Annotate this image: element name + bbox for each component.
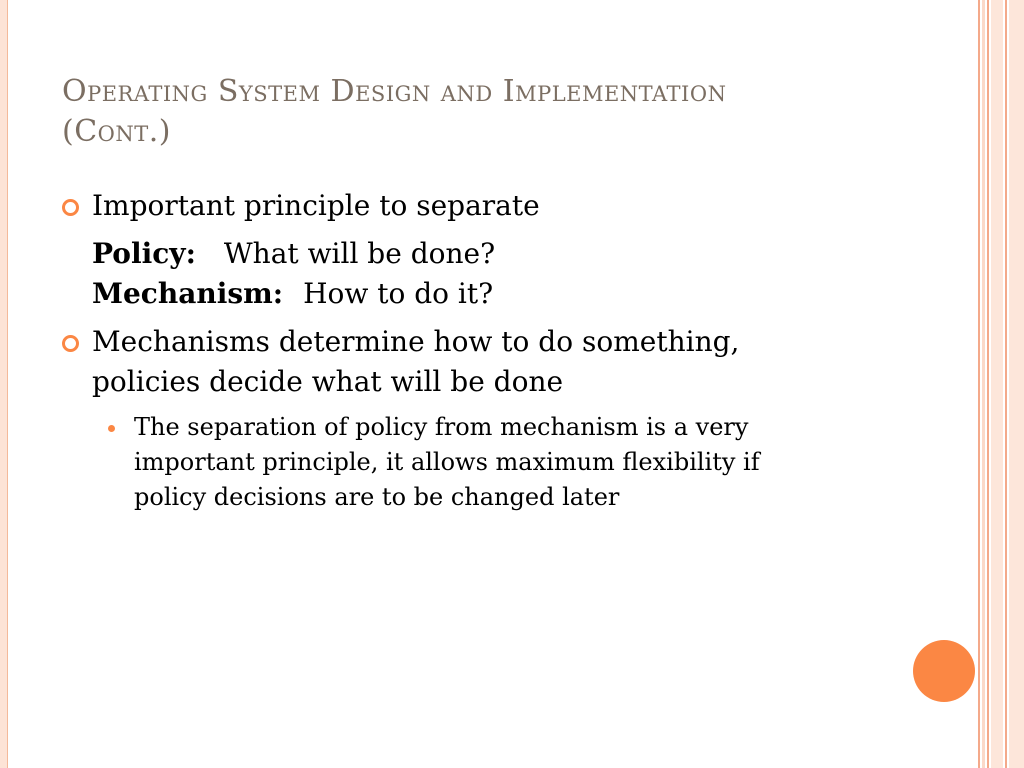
definition-policy [92, 234, 942, 274]
decorative-circle [913, 640, 975, 702]
bullet-text: Important principle to separate [92, 189, 540, 222]
slide-body [62, 186, 942, 515]
slide-title [62, 72, 942, 152]
definition-term: Mechanism: [92, 277, 284, 310]
bullet-text-line-2: policies decide what will be done [92, 365, 564, 398]
definition-mechanism [92, 274, 942, 314]
right-stripe [991, 0, 1003, 768]
bullet-text-line-1: Mechanisms determine how to do something, [92, 325, 740, 358]
definition-list [62, 234, 942, 314]
circle-bullet-icon [62, 335, 79, 352]
sub-bullet-item [62, 410, 894, 515]
left-border-decoration [0, 0, 8, 768]
dot-bullet-icon [108, 425, 115, 432]
sub-bullet-line-3: policy decisions are to be changed later [134, 483, 620, 511]
right-stripe [1009, 0, 1024, 768]
sub-bullet-line-1: The separation of policy from mechanism is a very [134, 413, 749, 441]
definition-term: Policy: [92, 237, 196, 270]
definition-desc: What will be done? [223, 237, 496, 270]
sub-bullet-line-2: important principle, it allows maximum flexibility if [134, 448, 760, 476]
bullet-item [62, 322, 942, 402]
title-line-1: Operating System Design and Implementation [62, 74, 727, 109]
right-stripe [1005, 0, 1007, 768]
definition-desc: How to do it? [303, 277, 494, 310]
right-stripe [987, 0, 989, 768]
right-stripe [978, 0, 980, 768]
title-line-2: (Cont.) [62, 114, 171, 149]
bullet-item [62, 186, 942, 226]
right-stripe [982, 0, 985, 768]
circle-bullet-icon [62, 199, 79, 216]
